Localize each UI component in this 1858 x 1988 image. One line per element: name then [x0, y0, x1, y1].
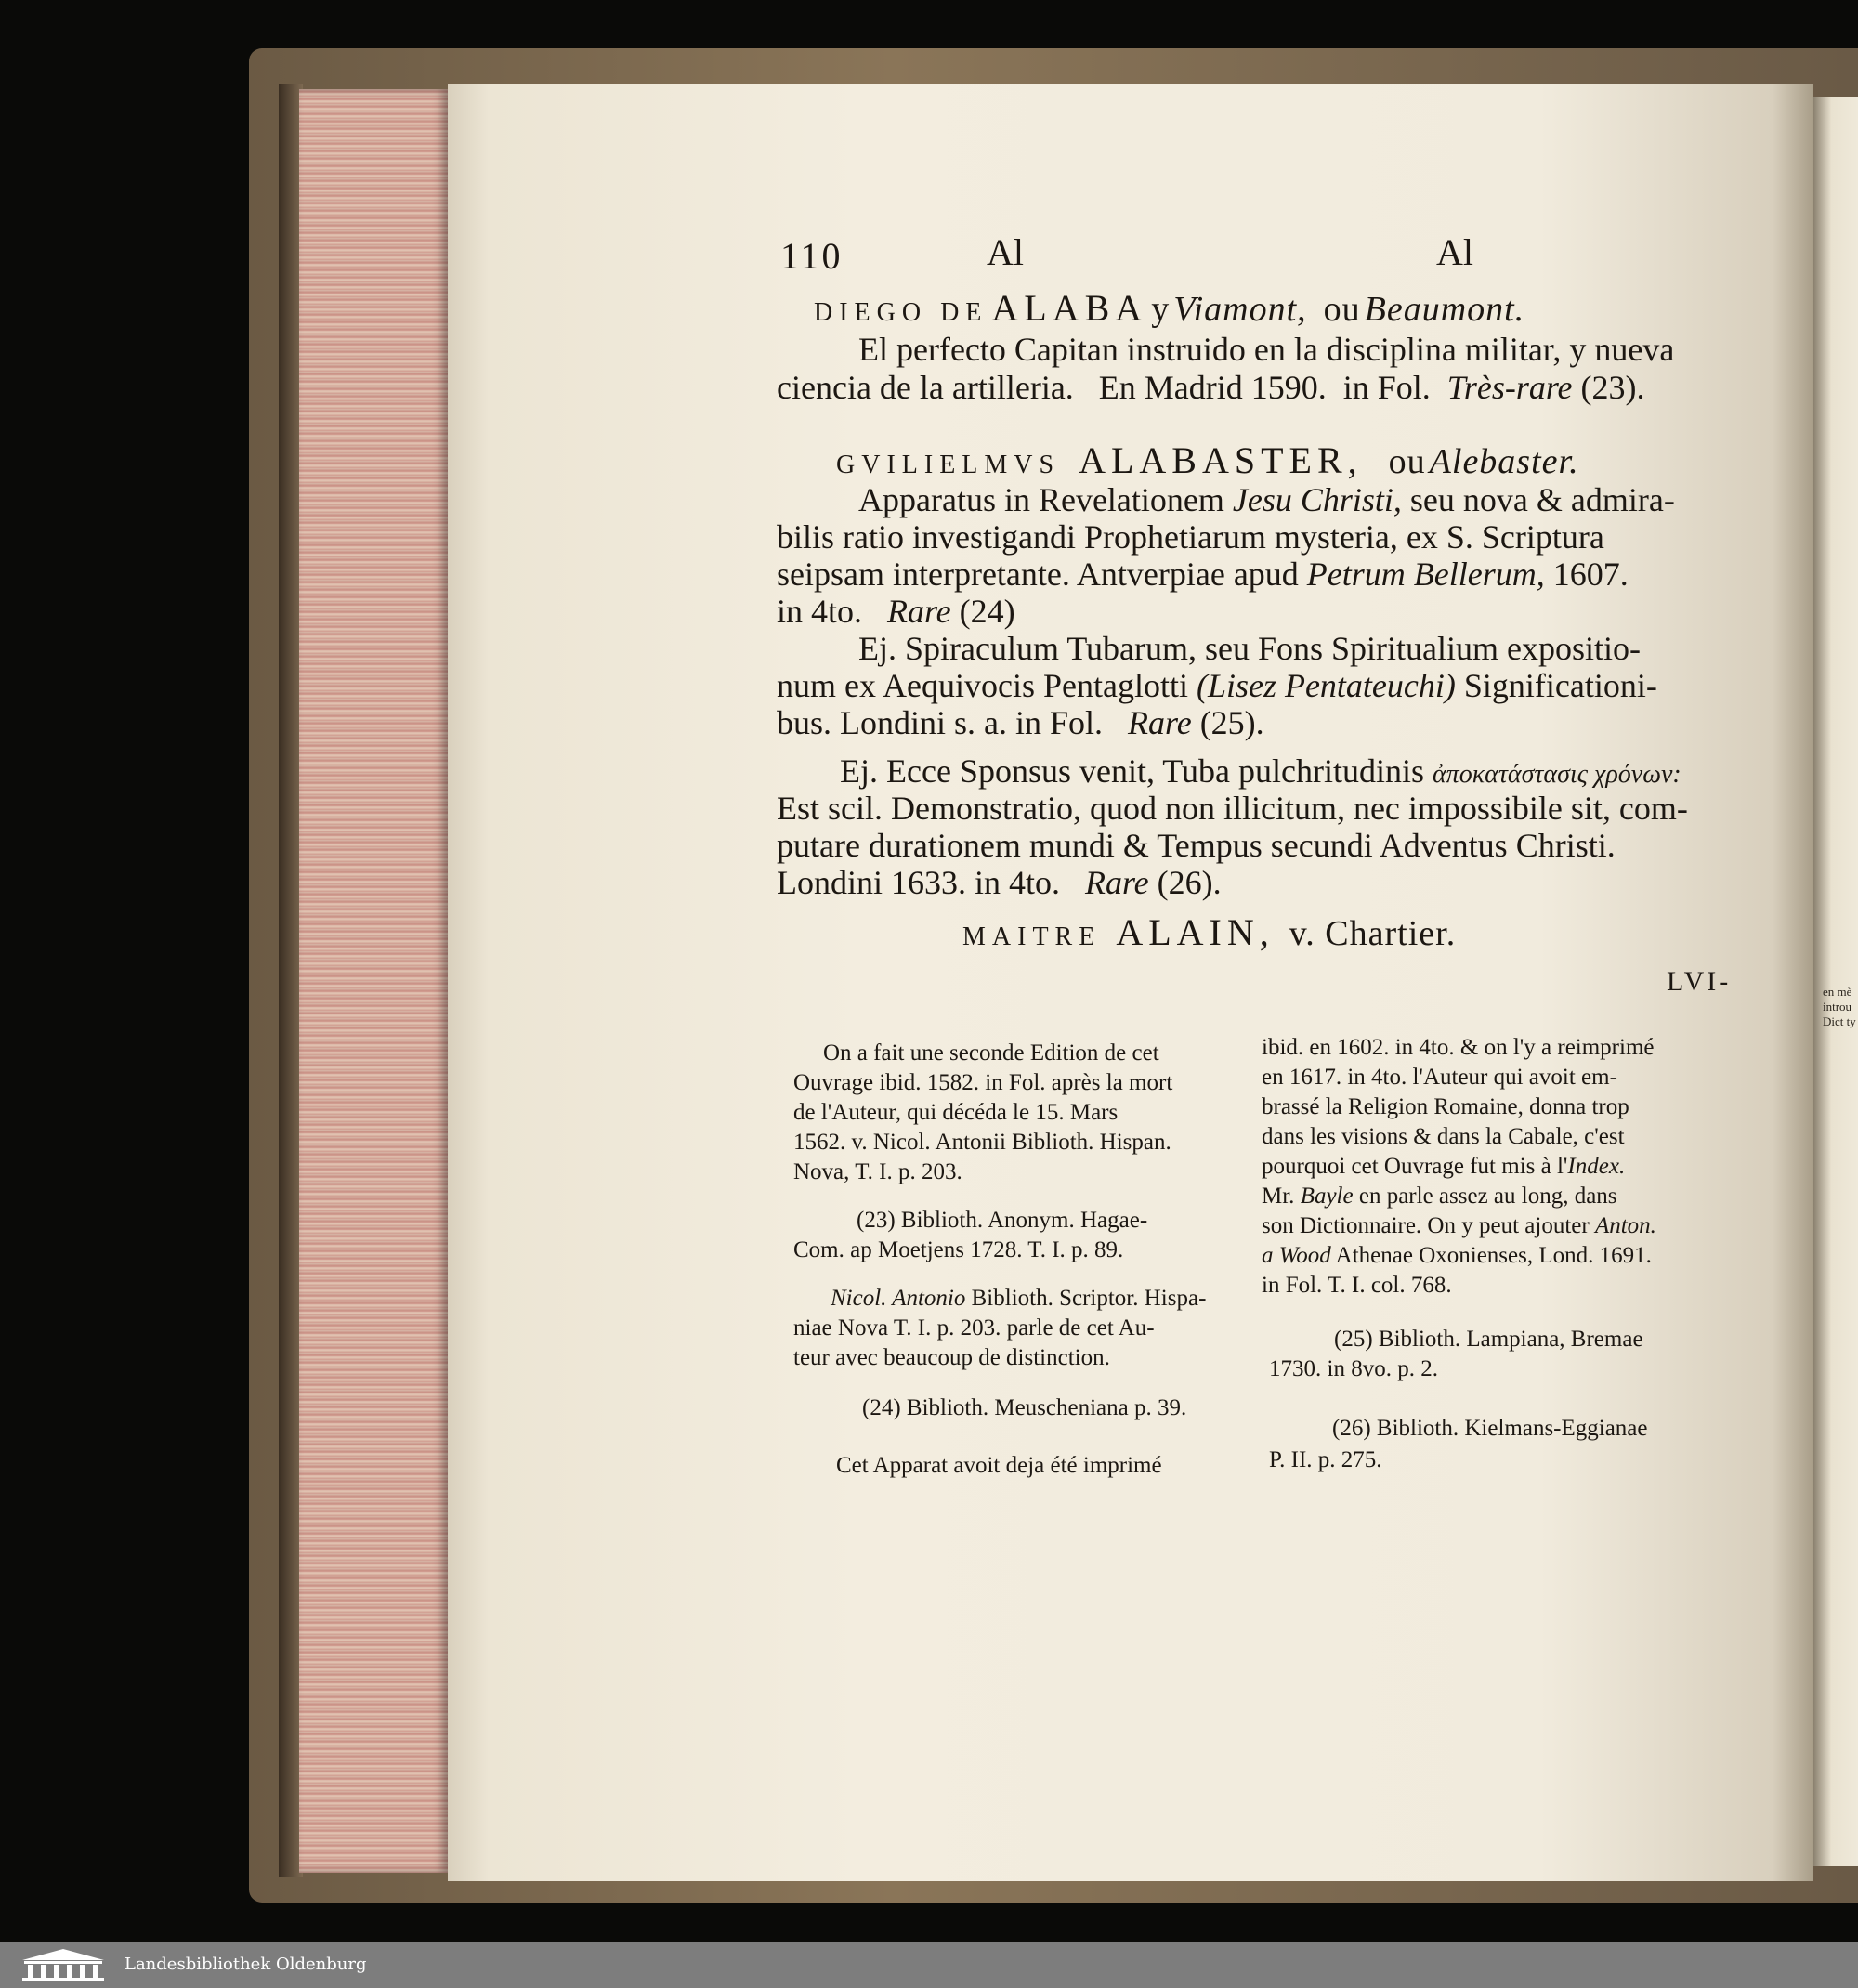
footnote-line: a Wood Athenae Oxonienses, Lond. 1691.	[1262, 1243, 1652, 1268]
footer-institution-name: Landesbibliothek Oldenburg	[124, 1955, 367, 1974]
footnote-line: teur avec beaucoup de distinction.	[793, 1345, 1110, 1370]
entry-text-line: Ej. Ecce Sponsus venit, Tuba pulchritudinis ἀποκατάστασις χρόνων:	[840, 752, 1681, 790]
footnote-line: Mr. Bayle en parle assez au long, dans	[1262, 1184, 1617, 1209]
footnote-line: Nova, T. I. p. 203.	[793, 1159, 962, 1184]
footnote-line: 1562. v. Nicol. Antonii Biblioth. Hispan.	[793, 1130, 1171, 1155]
footnote-line: dans les visions & dans la Cabale, c'est	[1262, 1124, 1625, 1149]
running-title-right: Al	[1436, 231, 1473, 273]
facing-page-edge	[1813, 97, 1858, 1866]
footnote-line: (26) Biblioth. Kielmans-Eggianae	[1332, 1416, 1648, 1441]
page-number: 110	[780, 235, 844, 277]
entry-text-line: seipsam interpretante. Antverpiae apud Petrum Bellerum, 1607.	[777, 556, 1629, 593]
footnote-line: de l'Auteur, qui décéda le 15. Mars	[793, 1100, 1119, 1125]
entry-text-line: El perfecto Capitan instruido en la disciplina militar, y nueva	[858, 331, 1675, 368]
footnote-line: pourquoi cet Ouvrage fut mis à l'Index.	[1262, 1154, 1626, 1179]
footnote-line: (25) Biblioth. Lampiana, Bremae	[1334, 1327, 1643, 1352]
library-building-icon	[17, 1947, 110, 1982]
entry-text-line: putare durationem mundi & Tempus secundi Adventus Christi.	[777, 827, 1616, 864]
footnote-line: Cet Apparat avoit deja été imprimé	[836, 1453, 1162, 1478]
catchword: LVI-	[1667, 966, 1732, 997]
entry-text-line: Ej. Spiraculum Tubarum, seu Fons Spiritualium expositio-	[858, 630, 1642, 667]
footnote-line: (24) Biblioth. Meuscheniana p. 39.	[862, 1395, 1187, 1420]
footnote-line: On a fait une seconde Edition de cet	[823, 1040, 1159, 1066]
entry-text-line: ciencia de la artilleria. En Madrid 1590. in Fol. Très-rare (23).	[777, 369, 1645, 406]
entry-text-line: Londini 1633. in 4to. Rare (26).	[777, 864, 1222, 901]
footnote-line: P. II. p. 275.	[1269, 1447, 1382, 1472]
footnote-line: in Fol. T. I. col. 768.	[1262, 1273, 1452, 1298]
page-edges-sprinkled	[299, 89, 448, 1873]
entry-text-line: bus. Londini s. a. in Fol. Rare (25).	[777, 704, 1264, 741]
footnote-line: en 1617. in 4to. l'Auteur qui avoit em-	[1262, 1065, 1617, 1090]
entry-text-line: in 4to. Rare (24)	[777, 593, 1015, 630]
footnote-line: 1730. in 8vo. p. 2.	[1269, 1356, 1438, 1381]
footnote-line: (23) Biblioth. Anonym. Hagae-	[857, 1208, 1148, 1233]
entry-text-line: Apparatus in Revelationem Jesu Christi, seu nova & admira-	[858, 481, 1675, 518]
footnote-line: brassé la Religion Romaine, donna trop	[1262, 1094, 1629, 1119]
footnote-line: Nicol. Antonio Biblioth. Scriptor. Hispa-	[831, 1286, 1207, 1311]
entry-heading-alabaster: GVILIELMVS ALABASTER, ou Alebaster.	[836, 439, 1579, 481]
entry-heading-alain: MAITRE ALAIN, v. Chartier.	[962, 911, 1457, 953]
footnote-line: Ouvrage ibid. 1582. in Fol. après la mort	[793, 1070, 1173, 1095]
entry-heading-alaba: DIEGO DE ALABA y Viamont, ou Beaumont.	[814, 287, 1525, 329]
footnote-line: son Dictionnaire. On y peut ajouter Anton.	[1262, 1213, 1656, 1238]
entry-text-line: bilis ratio investigandi Prophetiarum mysteria, ex S. Scriptura	[777, 518, 1604, 556]
facing-page-fragment: en mè introu Dict ty	[1823, 985, 1856, 1028]
running-title-left: Al	[987, 231, 1024, 273]
footnote-line: ibid. en 1602. in 4to. & on l'y a reimprimé	[1262, 1035, 1655, 1060]
footnote-line: niae Nova T. I. p. 203. parle de cet Au-	[793, 1315, 1155, 1341]
entry-text-line: Est scil. Demonstratio, quod non illicitum, nec impossibile sit, com-	[777, 790, 1688, 827]
entry-text-line: num ex Aequivocis Pentaglotti (Lisez Pentateuchi) Significationi-	[777, 667, 1657, 704]
footnote-line: Com. ap Moetjens 1728. T. I. p. 89.	[793, 1237, 1124, 1262]
